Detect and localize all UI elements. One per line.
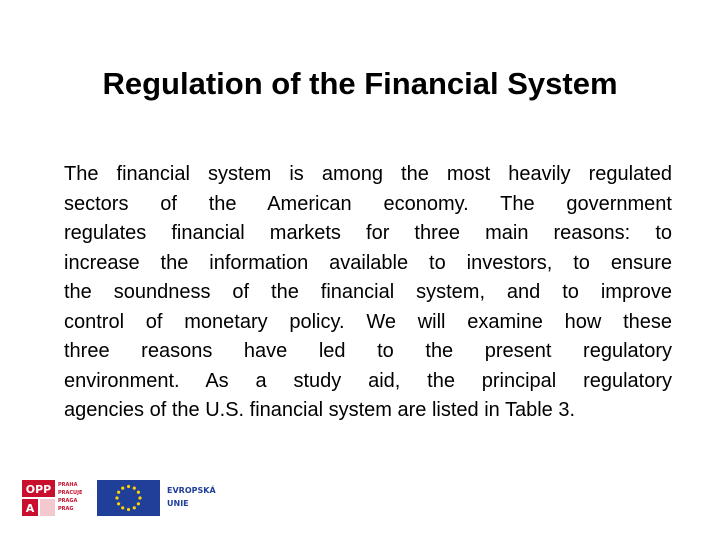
eu-text-line: UNIE [167,499,189,508]
slide-body [64,160,672,426]
praha-line: PRAHA [58,482,78,488]
eu-text-line: EVROPSKÁ [167,486,216,495]
body-line: three reasons have led to the present regulatory [64,340,672,362]
body-line: agencies of the U.S. financial system are listed in Table 3. [64,399,576,421]
slide-title: Regulation of the Financial System [102,66,618,101]
evropska-unie-text [167,484,216,510]
praha-line: PRACUJE [58,490,83,496]
praha-line: PRAGA [58,498,78,504]
body-line: the soundness of the financial system, and to improve [64,281,672,303]
body-line: regulates financial markets for three main reasons: to [64,222,672,244]
eu-flag-icon [97,480,160,516]
praha-line: PRAG [58,506,74,512]
body-line: sectors of the American economy. The government [64,192,672,215]
praha-pracuje-text [58,481,83,513]
oppa-text-opp: OPP [25,483,52,496]
body-line: control of monetary policy. We will examine how these [64,310,672,333]
oppa-text-a: A [25,502,35,515]
body-line: environment. As a study aid, the principal regulatory [64,369,672,392]
oppa-logo [22,480,84,516]
oppa-logo-mark [22,480,55,516]
body-line: The financial system is among the most heavily regulated [64,163,672,185]
body-line: increase the information available to investors, to ensure [64,251,672,274]
